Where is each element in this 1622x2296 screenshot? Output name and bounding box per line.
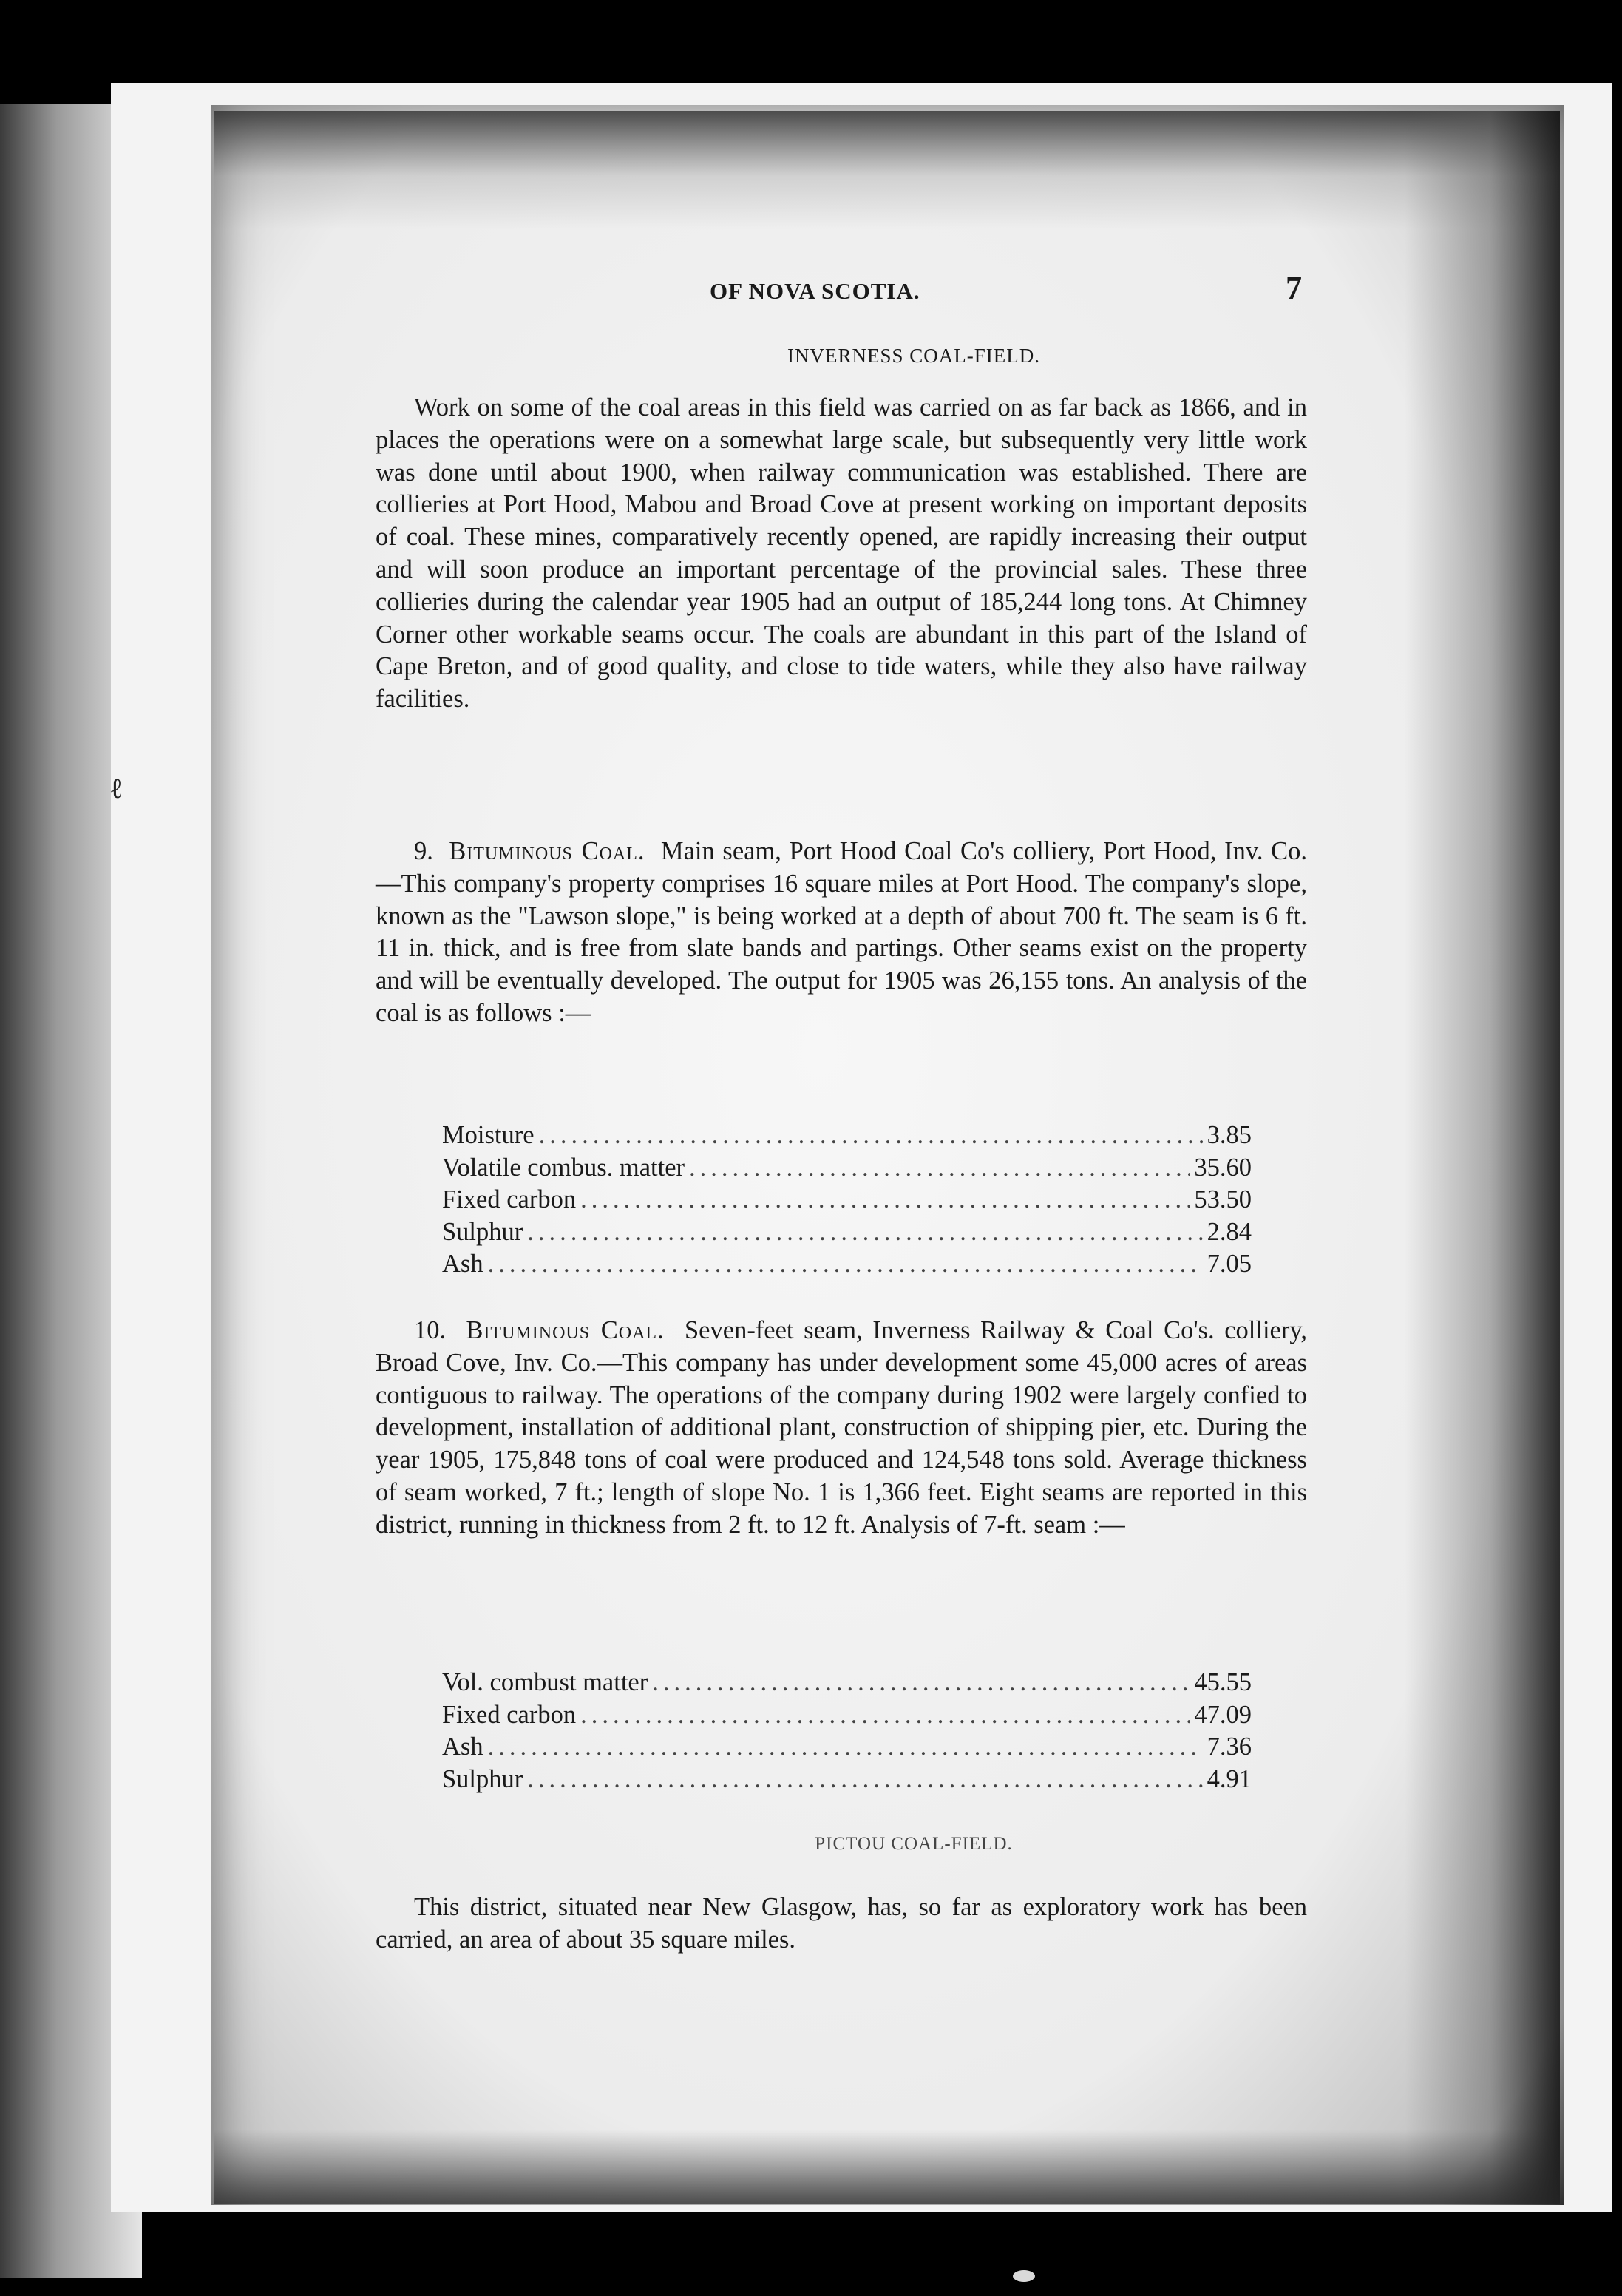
inverness-heading: INVERNESS COAL-FIELD. (787, 345, 1040, 367)
item-9-paragraph (376, 836, 1307, 1030)
analysis-row: Fixed carbon ..... 47.09 (442, 1699, 1252, 1732)
page-number: 7 (1286, 270, 1302, 306)
margin-mark: ℓ (109, 773, 123, 805)
inverness-text: Work on some of the coal areas in this field was carried on as far back as 1866, and in places the operations were on a somewhat large scale, but subsequently very little work was done until about 1900, when railway communication was established. There are collieries at Port Hood, Mabou and Broad Cove at present working on important deposits of coal. These mines, comparatively recently opened, are rapidly increasing their output and will soon produce an important percentage of the provincial sales. These three collieries during the calendar year 1905 had an output of 185,244 long tons. At Chimney Corner other workable seams occur. The coals are abundant in this part of the Island of Cape Breton, and of good quality, and close to tide waters, while they also have railway facilities. (376, 393, 1307, 714)
item-9-number: 9. (414, 837, 433, 865)
scan-shadow-top (214, 111, 1560, 229)
item-10-paragraph (376, 1315, 1307, 1542)
item-9-label: Bituminous Coal. (449, 837, 645, 865)
pictou-text: This district, situated near New Glasgow, has, so far as exploratory work has been carried, an area of about 35 square miles. (376, 1893, 1307, 1954)
analysis-row: Vol. combust matter ..... 45.55 (442, 1667, 1252, 1699)
analysis-row: Ash ..... 7.05 (442, 1248, 1252, 1281)
scan-blemish (1013, 2270, 1035, 2282)
running-header: OF NOVA SCOTIA. (710, 278, 920, 304)
item-10-number: 10. (414, 1316, 447, 1344)
scan-shadow-right (1405, 111, 1560, 2204)
analysis-row: Volatile combus. matter ..... 35.60 (442, 1152, 1252, 1185)
item-9-analysis-table (442, 1120, 1252, 1281)
pictou-heading: PICTOU COAL-FIELD. (815, 1834, 1013, 1854)
item-10-label: Bituminous Coal. (466, 1316, 665, 1344)
analysis-row: Fixed carbon ..... 53.50 (442, 1184, 1252, 1216)
analysis-row: Sulphur ..... 2.84 (442, 1216, 1252, 1249)
item-10-text: Seven-feet seam, Inverness Railway & Coal Co's. colliery, Broad Cove, Inv. Co.—This company has under development some 45,000 acres of areas contiguous to railway. The operations of the company during 1902 were largely confied to development, installation of additional plant, construction of shipping pier, etc. During the year 1905, 175,848 tons of coal were produced and 124,548 tons sold. Average thickness of seam worked, 7 ft.; length of slope No. 1 is 1,366 feet. Eight seams are reported in this district, running in thickness from 2 ft. to 12 ft. Analysis of 7-ft. seam :— (376, 1316, 1307, 1539)
item-10-analysis-table (442, 1667, 1252, 1795)
analysis-row: Moisture ..... 3.85 (442, 1120, 1252, 1152)
item-10-body (376, 1315, 1307, 1542)
item-9-body (376, 836, 1307, 1030)
pictou-paragraph (376, 1892, 1307, 1957)
inverness-paragraph (376, 392, 1307, 716)
scan-shadow-bottom (214, 2130, 1560, 2204)
analysis-row: Ash ..... 7.36 (442, 1731, 1252, 1764)
item-9-text: Main seam, Port Hood Coal Co's colliery, Port Hood, Inv. Co.—This company's property comprises 16 square miles at Port Hood. The company's slope, known as the "Lawson slope," is being worked at a depth of about 700 ft. The seam is 6 ft. 11 in. thick, and is free from slate bands and partings. Other seams exist on the property and will be eventually developed. The output for 1905 was 26,155 tons. An analysis of the coal is as follows :— (376, 837, 1308, 1027)
analysis-row: Sulphur ..... 4.91 (442, 1764, 1252, 1796)
